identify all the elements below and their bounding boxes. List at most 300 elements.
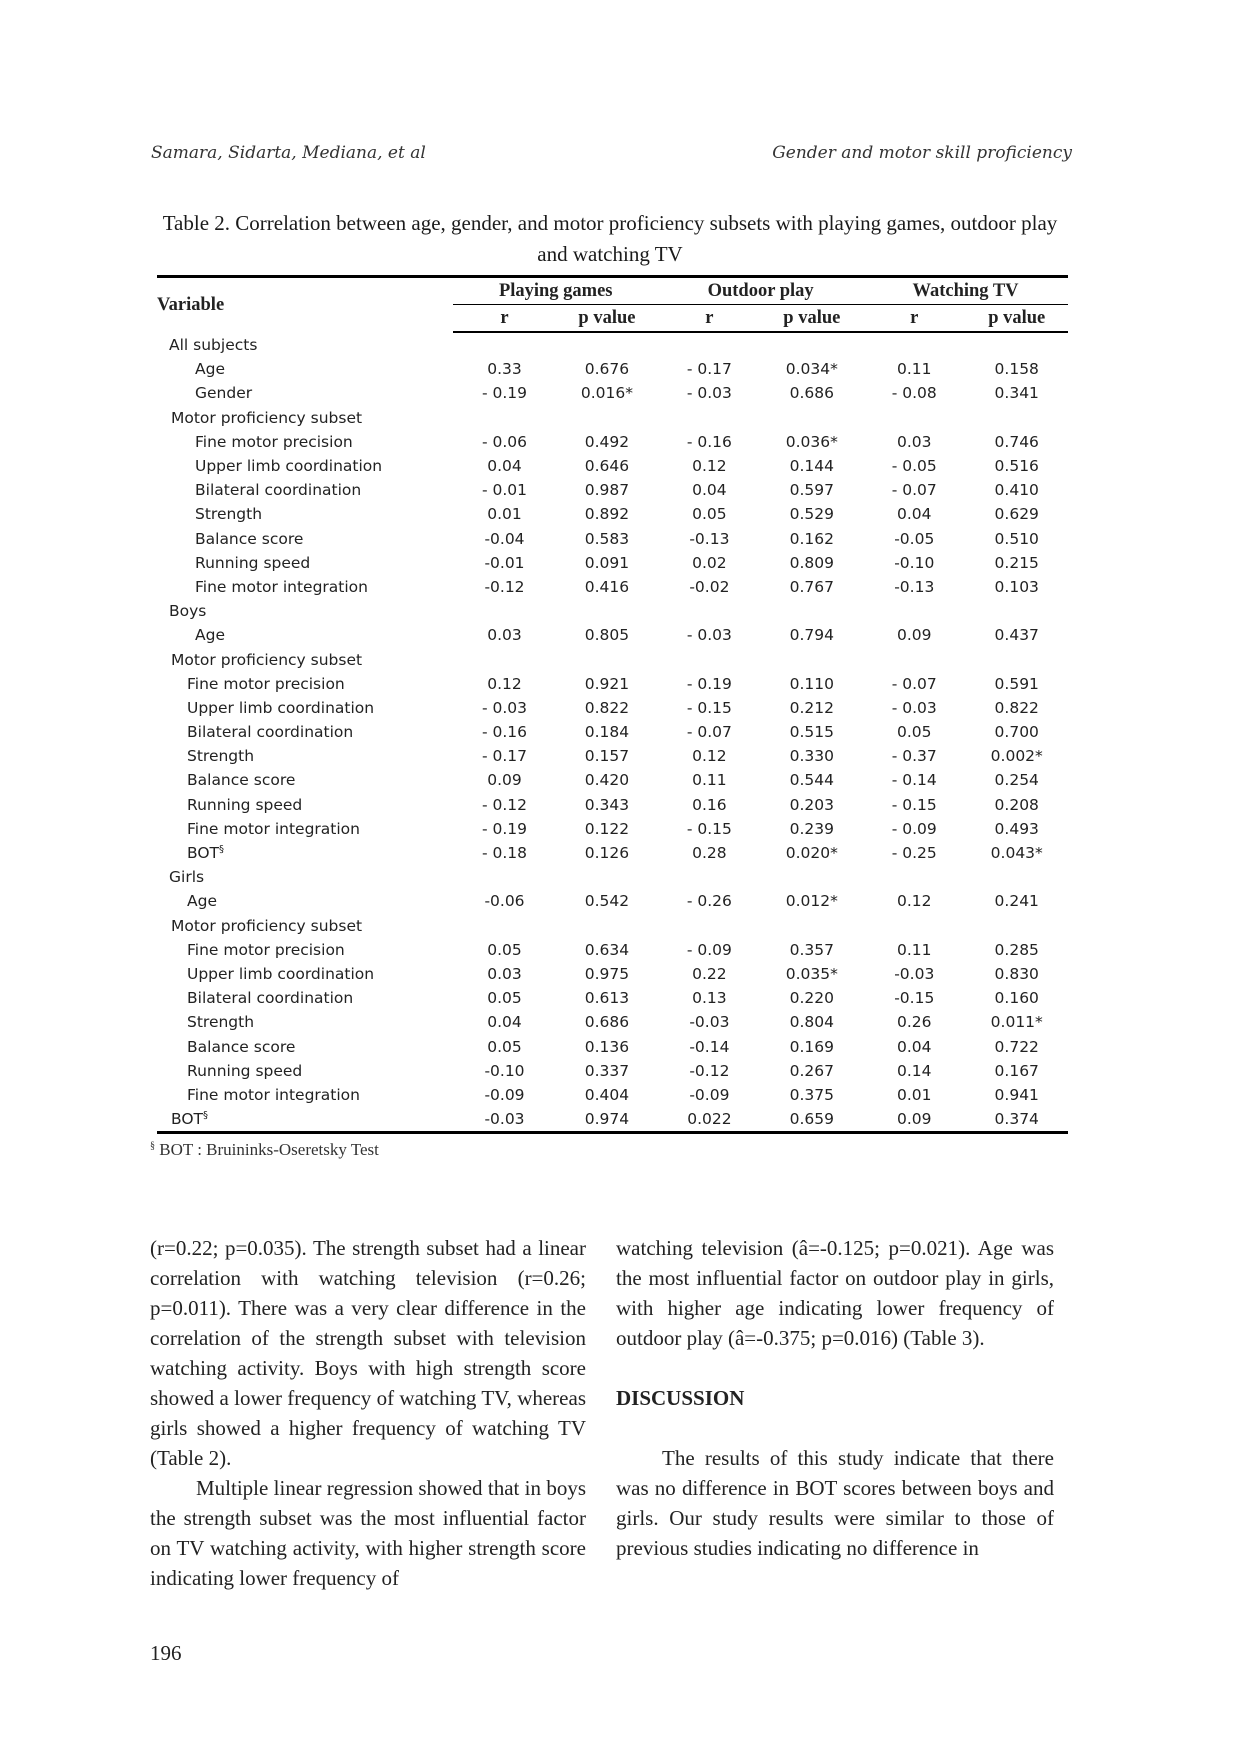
table-cell: 0.241 — [994, 892, 1039, 911]
table-cell: -0.02 — [689, 577, 730, 596]
table-cell: 0.646 — [584, 457, 630, 476]
table-cell — [658, 406, 760, 430]
row-label-text: Fine motor integration — [195, 577, 368, 596]
row-label-text: Bilateral coordination — [187, 989, 354, 1008]
row-label — [157, 720, 453, 744]
row-label-text: Age — [195, 360, 225, 379]
row-label-text: Strength — [187, 1013, 255, 1032]
row-label — [157, 962, 453, 986]
row-label — [157, 1034, 453, 1058]
table-cell: 0.700 — [994, 723, 1039, 742]
table-cell: 0.203 — [789, 795, 835, 814]
row-label-text: Fine motor integration — [187, 1085, 360, 1104]
row-label-text: BOT — [171, 1110, 204, 1129]
subheader-r: r — [453, 305, 555, 333]
table-cell: 0.126 — [584, 844, 630, 863]
table-cell: - 0.19 — [481, 384, 528, 403]
table-row — [157, 406, 1068, 430]
table-cell: 0.09 — [487, 771, 522, 790]
row-label — [157, 744, 453, 768]
table-row — [157, 551, 1068, 575]
row-label — [157, 865, 453, 889]
table-row — [157, 454, 1068, 478]
table-cell: 0.215 — [994, 553, 1039, 572]
row-label — [157, 454, 453, 478]
table-cell: -0.10 — [894, 553, 935, 572]
table-row — [157, 502, 1068, 526]
table-cell: 0.510 — [994, 529, 1039, 548]
table-cell: 0.33 — [487, 360, 522, 379]
variable-column-header: Variable — [157, 277, 453, 333]
table-cell: 0.016* — [580, 384, 633, 403]
row-label — [157, 381, 453, 405]
table-cell: 0.822 — [994, 698, 1039, 717]
running-header-authors: Samara, Sidarta, Mediana, et al — [151, 143, 426, 163]
table-cell: - 0.01 — [481, 481, 528, 500]
table-cell — [556, 865, 658, 889]
table-cell — [453, 865, 555, 889]
row-label — [157, 672, 453, 696]
table-cell — [965, 599, 1068, 623]
body-column-right — [616, 1233, 1054, 1563]
table-cell — [761, 647, 863, 671]
table-cell: 0.597 — [789, 481, 835, 500]
table-cell: - 0.26 — [686, 892, 732, 911]
running-header-title: Gender and motor skill proficiency — [772, 143, 1072, 163]
table-cell: - 0.19 — [481, 819, 528, 838]
table-cell — [863, 914, 965, 938]
row-label-text: Upper limb coordination — [195, 457, 383, 476]
row-label — [157, 914, 453, 938]
table-cell: -0.09 — [484, 1085, 525, 1104]
subheader-p-value: p value — [761, 305, 863, 333]
table-cell: 0.12 — [692, 457, 727, 476]
table-cell: - 0.09 — [686, 940, 732, 959]
footnote-text: BOT : Bruininks-Oseretsky Test — [159, 1140, 379, 1159]
row-label-text: Fine motor precision — [187, 674, 345, 693]
table-cell: 0.822 — [584, 698, 630, 717]
table-cell: 0.11 — [897, 360, 932, 379]
table-cell — [965, 647, 1068, 671]
body-paragraph: (r=0.22; p=0.035). The strength subset had a linear correlation with watching television (r=0.26; p=0.011). There was a very clear difference in the correlation of the strength subset with television watching activity. Boys with high strength score showed a lower frequency of watching TV, whereas girls showed a higher frequency of watching TV (Table 2). — [150, 1236, 586, 1470]
table-cell: - 0.07 — [891, 674, 937, 693]
row-label — [157, 332, 453, 357]
table-row — [157, 914, 1068, 938]
table-cell: 0.01 — [897, 1085, 932, 1104]
section-heading-discussion: DISCUSSION — [616, 1386, 745, 1410]
table-cell: - 0.16 — [481, 723, 528, 742]
table-cell: -0.09 — [689, 1085, 730, 1104]
table-cell — [453, 406, 555, 430]
table-row — [157, 575, 1068, 599]
row-label-text: Boys — [169, 602, 207, 621]
table-row — [157, 1010, 1068, 1034]
table-cell: 0.144 — [789, 457, 835, 476]
table-footnote — [150, 1140, 379, 1160]
table-cell: 0.167 — [994, 1061, 1039, 1080]
table-cell — [556, 914, 658, 938]
table-cell: 0.208 — [994, 795, 1039, 814]
table-cell: -0.13 — [689, 529, 730, 548]
row-label — [157, 889, 453, 913]
table-cell: 0.437 — [994, 626, 1039, 645]
table-cell: 0.516 — [994, 457, 1039, 476]
table-cell: 0.157 — [584, 747, 630, 766]
table-cell: 0.103 — [994, 577, 1039, 596]
table-cell: 0.136 — [584, 1037, 630, 1056]
table-cell: 0.375 — [789, 1085, 835, 1104]
table-cell: 0.022 — [658, 1107, 760, 1133]
table-cell: - 0.03 — [891, 698, 937, 717]
table-cell: 0.941 — [994, 1085, 1039, 1104]
table-cell — [556, 406, 658, 430]
table-cell: 0.11 — [897, 940, 932, 959]
table-cell — [453, 599, 555, 623]
table-cell: -0.03 — [689, 1013, 730, 1032]
table-cell: - 0.12 — [481, 795, 528, 814]
table-cell — [863, 865, 965, 889]
table-row — [157, 793, 1068, 817]
table-cell: 0.01 — [487, 505, 522, 524]
table-cell: 0.544 — [789, 771, 835, 790]
table-cell: 0.374 — [965, 1107, 1068, 1133]
table-cell: - 0.03 — [481, 698, 528, 717]
row-label-text: Motor proficiency subset — [171, 408, 363, 427]
row-label — [157, 478, 453, 502]
table-cell: - 0.14 — [891, 771, 937, 790]
table-cell — [658, 914, 760, 938]
table-cell: 0.12 — [487, 674, 522, 693]
group-header-playing-games: Playing games — [453, 277, 658, 305]
row-label — [157, 841, 453, 865]
table-row — [157, 889, 1068, 913]
table-cell: 0.011* — [990, 1013, 1043, 1032]
table-cell: - 0.17 — [481, 747, 528, 766]
table-row — [157, 720, 1068, 744]
table-cell: 0.254 — [994, 771, 1039, 790]
group-header-outdoor-play: Outdoor play — [658, 277, 863, 305]
table-cell — [658, 332, 760, 357]
table-cell: 0.036* — [785, 432, 838, 451]
row-label-text: Fine motor precision — [195, 432, 353, 451]
table-cell: 0.28 — [692, 844, 727, 863]
table-cell: 0.12 — [692, 747, 727, 766]
table-cell: 0.341 — [994, 384, 1039, 403]
table-cell: -0.10 — [484, 1061, 525, 1080]
table-cell — [556, 647, 658, 671]
row-label-text: Fine motor integration — [187, 819, 360, 838]
table-row — [157, 430, 1068, 454]
table-cell: 0.002* — [990, 747, 1043, 766]
row-label-text: Running speed — [195, 553, 311, 572]
table-cell: - 0.05 — [891, 457, 937, 476]
row-label-text: Motor proficiency subset — [171, 650, 363, 669]
table-cell: 0.613 — [584, 989, 630, 1008]
table-cell: -0.05 — [894, 529, 935, 548]
row-label-text: Balance score — [195, 529, 304, 548]
table-cell: 0.529 — [789, 505, 835, 524]
table-cell: - 0.08 — [891, 384, 937, 403]
table-cell: -0.01 — [484, 553, 525, 572]
table-cell: 0.416 — [584, 577, 630, 596]
table-cell: - 0.18 — [481, 844, 528, 863]
table-row — [157, 865, 1068, 889]
table-row — [157, 599, 1068, 623]
table-cell: 0.809 — [789, 553, 835, 572]
table-cell — [761, 865, 863, 889]
table-cell: 0.03 — [487, 626, 522, 645]
table-cell: 0.13 — [692, 989, 727, 1008]
row-label-text: Balance score — [187, 1037, 296, 1056]
table-cell: 0.05 — [487, 1037, 522, 1056]
table-cell: 0.974 — [556, 1107, 658, 1133]
table-cell: 0.212 — [789, 698, 835, 717]
table-cell: -0.03 — [894, 964, 935, 983]
table-cell: 0.26 — [897, 1013, 932, 1032]
table-cell — [761, 599, 863, 623]
table-cell: 0.09 — [863, 1107, 965, 1133]
table-cell: -0.15 — [894, 989, 935, 1008]
table-cell: 0.05 — [897, 723, 932, 742]
table-cell: 0.410 — [994, 481, 1039, 500]
page-number: 196 — [150, 1641, 182, 1665]
table-cell: 0.14 — [897, 1061, 932, 1080]
row-label — [157, 1107, 453, 1133]
table-row — [157, 527, 1068, 551]
table-cell: 0.16 — [692, 795, 727, 814]
row-label — [157, 793, 453, 817]
row-label — [157, 1010, 453, 1034]
row-label-text: Gender — [195, 384, 253, 403]
table-row — [157, 357, 1068, 381]
table-cell — [863, 332, 965, 357]
table-cell: 0.220 — [789, 989, 835, 1008]
table-cell: -0.13 — [894, 577, 935, 596]
table-cell: 0.05 — [487, 989, 522, 1008]
table-cell: 0.03 — [897, 432, 932, 451]
table-cell: 0.804 — [789, 1013, 835, 1032]
table-cell — [761, 332, 863, 357]
footnote-mark: § — [150, 1140, 155, 1152]
table-cell — [556, 599, 658, 623]
row-label — [157, 599, 453, 623]
table-row — [157, 696, 1068, 720]
table-cell — [453, 332, 555, 357]
footnote-mark: § — [219, 843, 225, 855]
table-cell: 0.591 — [994, 674, 1039, 693]
table-cell: 0.921 — [584, 674, 630, 693]
table-cell: 0.404 — [584, 1085, 630, 1104]
row-label-text: All subjects — [169, 335, 258, 354]
table-cell: 0.975 — [584, 964, 630, 983]
table-container — [157, 275, 1068, 1134]
correlation-table — [157, 275, 1068, 1134]
row-label-text: BOT — [187, 844, 220, 863]
row-label-text: Balance score — [187, 771, 296, 790]
table-body — [157, 332, 1068, 1133]
table-row — [157, 1107, 1068, 1133]
table-cell: 0.239 — [789, 819, 835, 838]
table-cell: 0.629 — [994, 505, 1039, 524]
table-cell: -0.14 — [689, 1037, 730, 1056]
table-caption: Table 2. Correlation between age, gender, and motor proficiency subsets with playing games, outdoor play and watching TV — [162, 211, 1058, 266]
subheader-r: r — [658, 305, 760, 333]
row-label-text: Bilateral coordination — [195, 481, 362, 500]
table-cell: - 0.15 — [686, 698, 732, 717]
table-cell: 0.987 — [584, 481, 630, 500]
table-cell: 0.267 — [789, 1061, 835, 1080]
table-cell: 0.035* — [785, 964, 838, 983]
table-cell: 0.659 — [761, 1107, 863, 1133]
table-cell: 0.794 — [789, 626, 835, 645]
table-cell — [863, 647, 965, 671]
row-label-text: Age — [187, 892, 217, 911]
table-cell: 0.676 — [584, 360, 630, 379]
table-cell: 0.722 — [994, 1037, 1039, 1056]
table-cell: 0.805 — [584, 626, 630, 645]
table-row — [157, 768, 1068, 792]
table-cell: -0.12 — [484, 577, 525, 596]
body-paragraph: watching television (â=-0.125; p=0.021). Age was the most influential factor on outdoor play in girls, with higher age indicating lower frequency of outdoor play (â=-0.375; p=0.016) (Table 3). — [616, 1236, 1054, 1350]
table-row — [157, 938, 1068, 962]
table-cell: 0.892 — [584, 505, 630, 524]
table-cell — [453, 914, 555, 938]
subheader-r: r — [863, 305, 965, 333]
table-cell: 0.04 — [487, 1013, 522, 1032]
table-cell: -0.12 — [689, 1061, 730, 1080]
table-row — [157, 1083, 1068, 1107]
table-cell: 0.04 — [487, 457, 522, 476]
table-cell: 0.091 — [584, 553, 630, 572]
table-cell: 0.169 — [789, 1037, 835, 1056]
table-cell — [556, 332, 658, 357]
table-cell — [965, 914, 1068, 938]
subheader-p-value: p value — [556, 305, 658, 333]
table-row — [157, 332, 1068, 357]
table-row — [157, 623, 1068, 647]
row-label — [157, 647, 453, 671]
table-cell — [658, 647, 760, 671]
body-column-left — [150, 1233, 586, 1593]
row-label — [157, 1083, 453, 1107]
group-header-watching-tv: Watching TV — [863, 277, 1068, 305]
table-cell: 0.04 — [692, 481, 727, 500]
table-row — [157, 381, 1068, 405]
table-cell: 0.020* — [785, 844, 838, 863]
table-cell: 0.583 — [584, 529, 630, 548]
table-cell: - 0.03 — [686, 626, 732, 645]
table-cell: -0.03 — [453, 1107, 555, 1133]
row-label — [157, 938, 453, 962]
row-label — [157, 551, 453, 575]
row-label-text: Age — [195, 626, 225, 645]
table-cell: 0.22 — [692, 964, 727, 983]
table-cell: - 0.16 — [686, 432, 732, 451]
table-cell: 0.162 — [789, 529, 835, 548]
row-label — [157, 696, 453, 720]
table-row — [157, 817, 1068, 841]
row-label-text: Strength — [195, 505, 263, 524]
row-label — [157, 527, 453, 551]
table-cell: -0.06 — [484, 892, 525, 911]
table-cell: 0.634 — [584, 940, 630, 959]
table-row — [157, 986, 1068, 1010]
table-cell: 0.493 — [994, 819, 1039, 838]
table-row — [157, 841, 1068, 865]
table-cell — [965, 865, 1068, 889]
row-label — [157, 623, 453, 647]
table-cell: 0.03 — [487, 964, 522, 983]
table-cell: 0.02 — [692, 553, 727, 572]
row-label-text: Upper limb coordination — [187, 964, 375, 983]
footnote-mark: § — [203, 1110, 209, 1122]
table-cell — [761, 406, 863, 430]
row-label — [157, 768, 453, 792]
row-label — [157, 430, 453, 454]
table-cell — [761, 914, 863, 938]
table-cell: - 0.03 — [686, 384, 732, 403]
row-label — [157, 1059, 453, 1083]
table-cell: 0.05 — [692, 505, 727, 524]
table-cell: - 0.07 — [891, 481, 937, 500]
table-row — [157, 744, 1068, 768]
table-cell: - 0.15 — [891, 795, 937, 814]
row-label-text: Motor proficiency subset — [171, 916, 363, 935]
table-cell: 0.357 — [789, 940, 835, 959]
table-cell — [453, 647, 555, 671]
table-cell — [965, 406, 1068, 430]
row-label-text: Strength — [187, 747, 255, 766]
table-row — [157, 962, 1068, 986]
table-row — [157, 478, 1068, 502]
table-cell: 0.09 — [897, 626, 932, 645]
table-cell: 0.11 — [692, 771, 727, 790]
table-row — [157, 672, 1068, 696]
table-cell: 0.492 — [584, 432, 630, 451]
table-cell: 0.122 — [584, 819, 630, 838]
table-row — [157, 1059, 1068, 1083]
row-label-text: Girls — [169, 868, 205, 887]
table-cell: 0.043* — [990, 844, 1043, 863]
table-cell: 0.542 — [584, 892, 630, 911]
table-cell: - 0.09 — [891, 819, 937, 838]
table-cell: 0.515 — [789, 723, 835, 742]
row-label — [157, 502, 453, 526]
row-label-text: Upper limb coordination — [187, 698, 375, 717]
table-cell: 0.337 — [584, 1061, 630, 1080]
table-cell: 0.04 — [897, 1037, 932, 1056]
table-cell: 0.110 — [789, 674, 835, 693]
table-cell: -0.04 — [484, 529, 525, 548]
table-cell: - 0.37 — [891, 747, 937, 766]
table-row — [157, 1034, 1068, 1058]
table-cell: - 0.15 — [686, 819, 732, 838]
table-cell: - 0.25 — [891, 844, 937, 863]
table-cell: 0.05 — [487, 940, 522, 959]
table-cell: 0.767 — [789, 577, 835, 596]
table-cell: 0.012* — [785, 892, 838, 911]
table-cell: - 0.19 — [686, 674, 732, 693]
table-cell — [965, 332, 1068, 357]
body-paragraph: The results of this study indicate that there was no difference in BOT scores between boys and girls. Our study results were similar to those of previous studies indicating no difference in — [616, 1446, 1054, 1560]
table-cell — [863, 406, 965, 430]
table-cell: 0.04 — [897, 505, 932, 524]
table-cell: 0.034* — [785, 360, 838, 379]
table-cell: 0.686 — [789, 384, 835, 403]
row-label — [157, 357, 453, 381]
row-label — [157, 817, 453, 841]
table-cell: 0.158 — [994, 360, 1039, 379]
